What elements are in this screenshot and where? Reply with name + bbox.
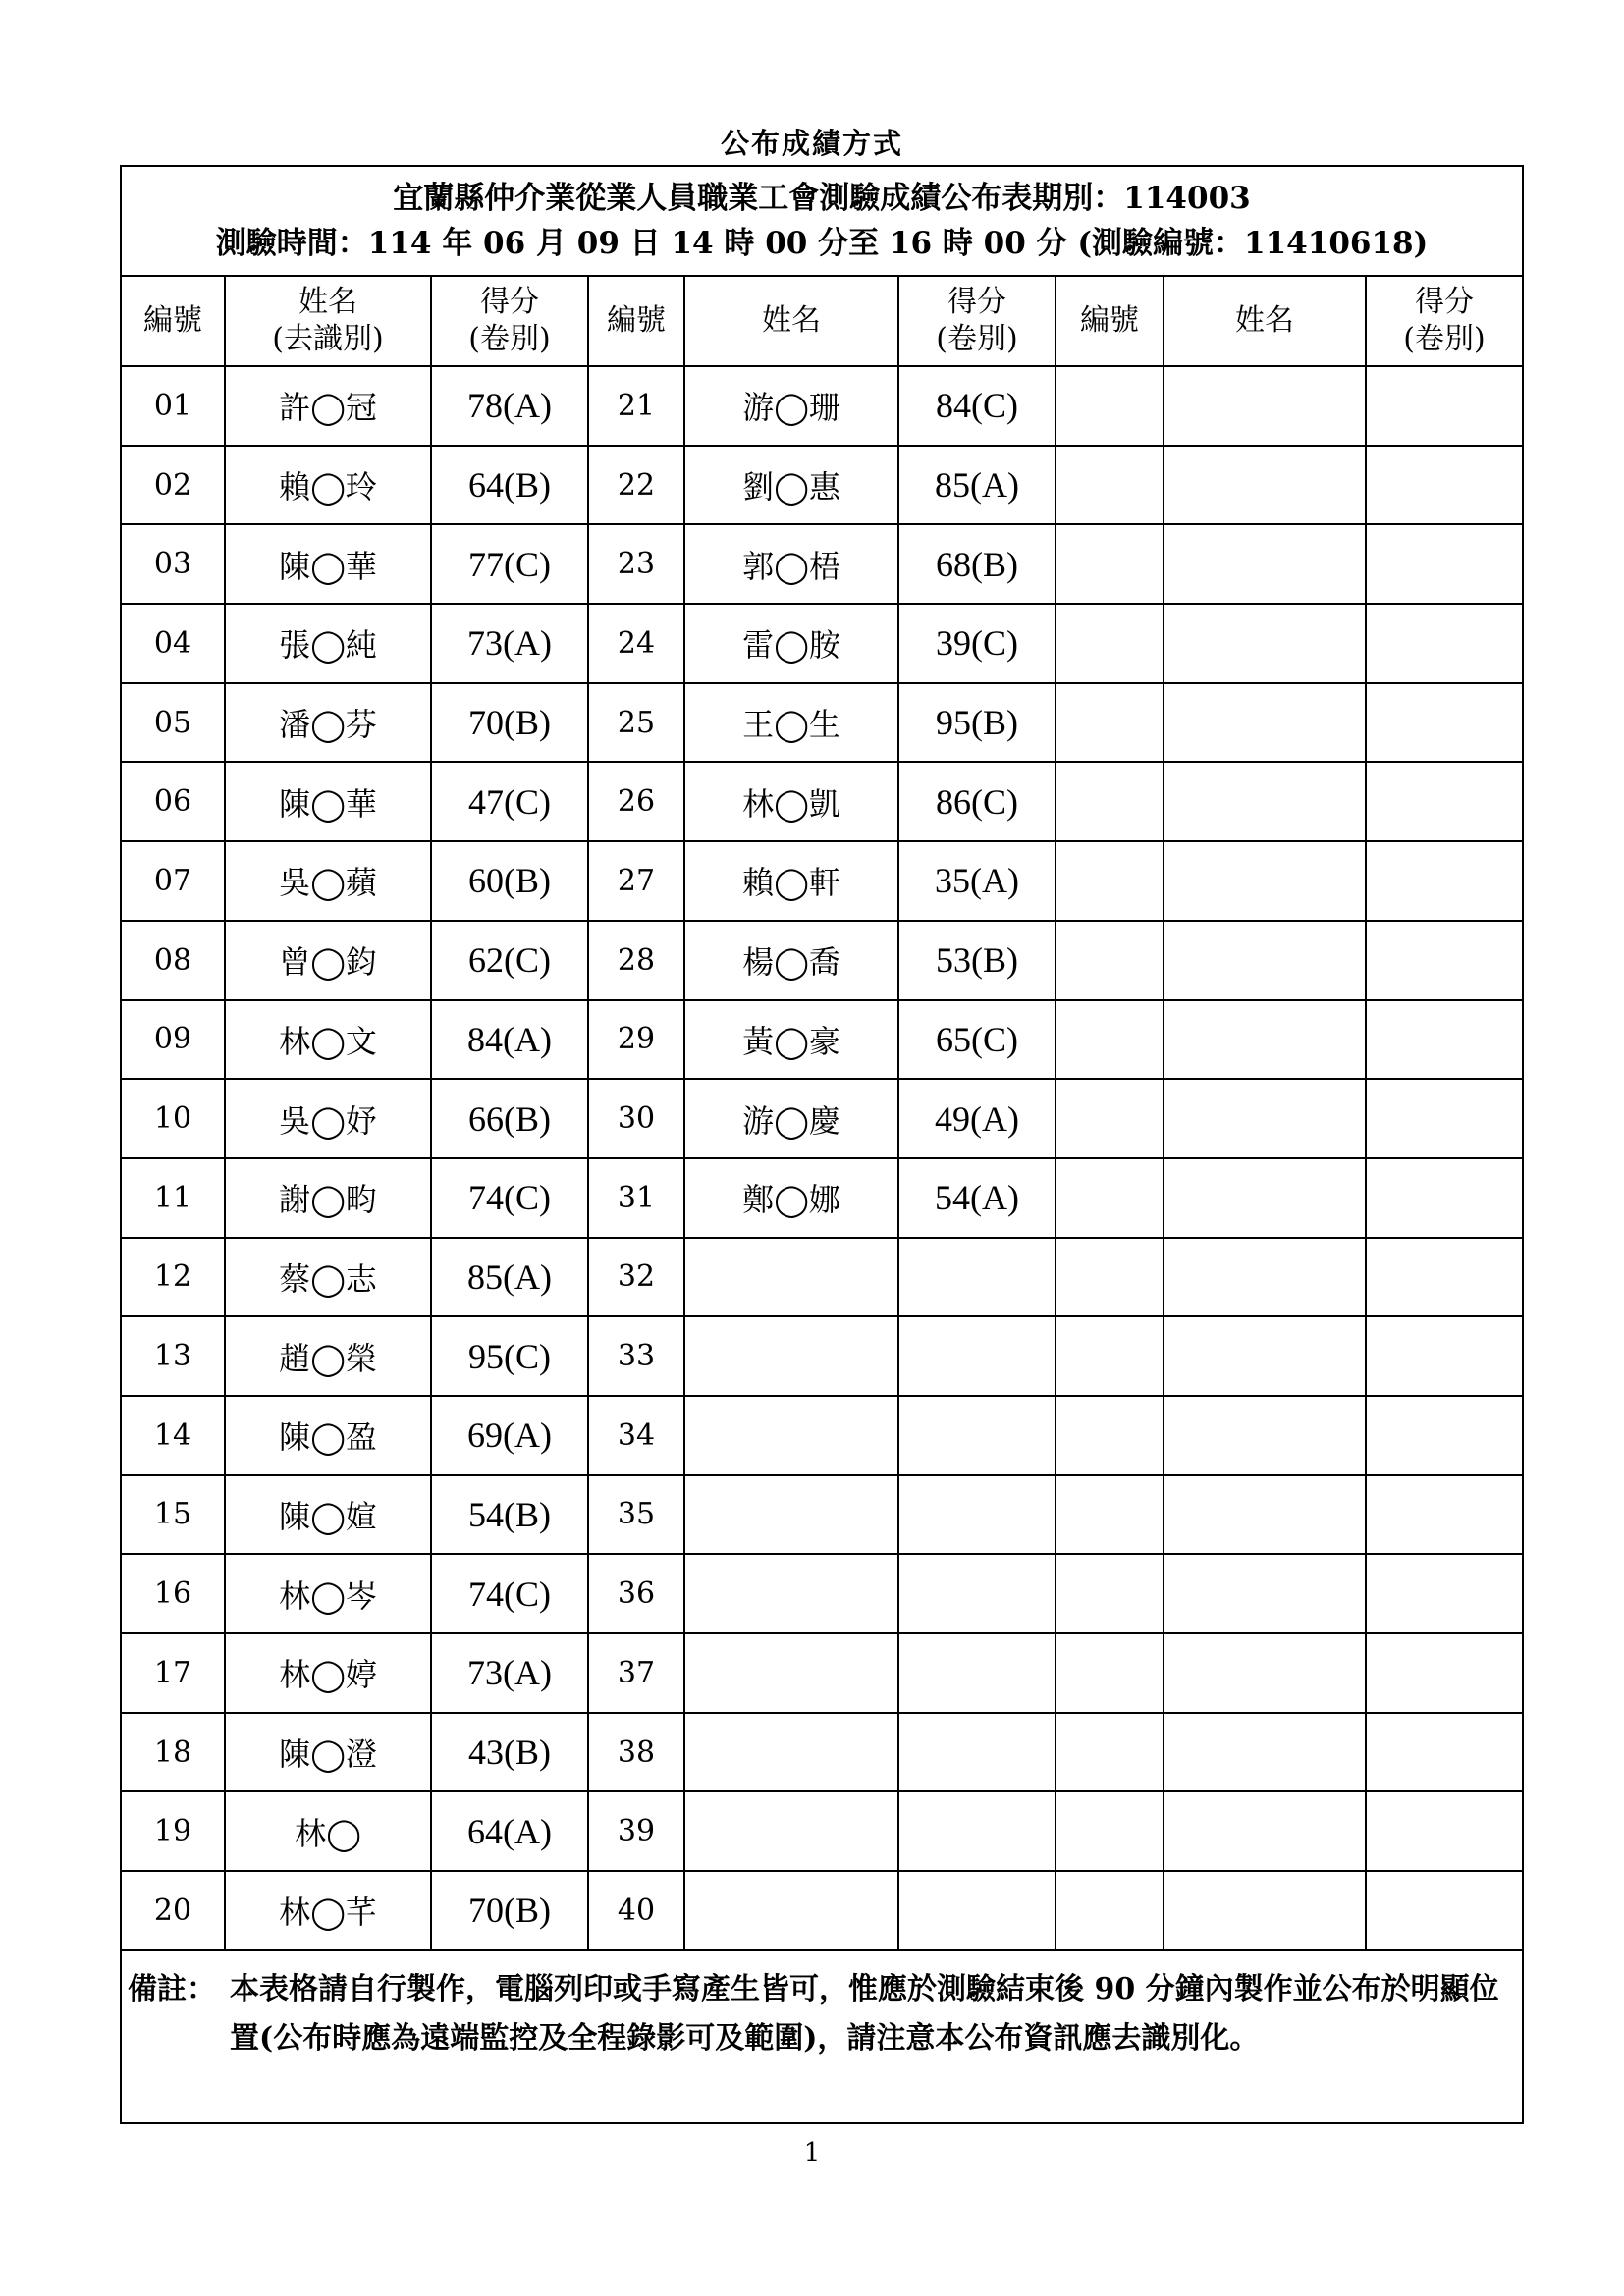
note-row xyxy=(121,1950,1523,2123)
row-name-2: 黃◯豪 xyxy=(684,1000,898,1080)
row-score-1: 69(A) xyxy=(431,1396,588,1475)
row-name-3 xyxy=(1164,1238,1366,1317)
row-number-1: 20 xyxy=(121,1871,225,1950)
row-name-2 xyxy=(684,1554,898,1633)
row-name-1: 陳◯澄 xyxy=(225,1713,431,1792)
row-score-2: 49(A) xyxy=(898,1079,1056,1158)
row-number-3 xyxy=(1056,1791,1164,1871)
row-name-3 xyxy=(1164,1158,1366,1238)
row-number-3 xyxy=(1056,1000,1164,1080)
row-name-2: 賴◯軒 xyxy=(684,841,898,921)
row-number-3 xyxy=(1056,366,1164,446)
row-name-1: 陳◯媗 xyxy=(225,1475,431,1555)
row-number-2: 36 xyxy=(588,1554,684,1633)
row-name-3 xyxy=(1164,1871,1366,1950)
row-name-2: 鄭◯娜 xyxy=(684,1158,898,1238)
row-score-3 xyxy=(1366,1633,1523,1713)
row-score-2 xyxy=(898,1396,1056,1475)
table-row xyxy=(121,762,1523,841)
row-score-1: 66(B) xyxy=(431,1079,588,1158)
row-score-2 xyxy=(898,1316,1056,1396)
row-name-3 xyxy=(1164,604,1366,683)
row-name-1: 賴◯玲 xyxy=(225,446,431,525)
row-number-2: 37 xyxy=(588,1633,684,1713)
row-score-3 xyxy=(1366,1713,1523,1792)
table-row xyxy=(121,604,1523,683)
row-number-2: 40 xyxy=(588,1871,684,1950)
row-score-3 xyxy=(1366,604,1523,683)
page-number: 1 xyxy=(803,2138,821,2167)
table-row xyxy=(121,841,1523,921)
row-score-2: 53(B) xyxy=(898,921,1056,1000)
row-score-3 xyxy=(1366,1475,1523,1555)
table-row xyxy=(121,1238,1523,1317)
note-label: 備註： xyxy=(128,1971,216,2006)
row-name-2: 林◯凱 xyxy=(684,762,898,841)
row-score-1: 62(C) xyxy=(431,921,588,1000)
header-num-2: 編號 xyxy=(588,276,684,366)
row-score-2: 54(A) xyxy=(898,1158,1056,1238)
table-row xyxy=(121,1871,1523,1950)
row-score-3 xyxy=(1366,366,1523,446)
row-score-2 xyxy=(898,1871,1056,1950)
header-name-3: 姓名 xyxy=(1164,276,1366,366)
row-name-3 xyxy=(1164,1554,1366,1633)
row-score-3 xyxy=(1366,1871,1523,1950)
row-number-2: 21 xyxy=(588,366,684,446)
row-score-1: 95(C) xyxy=(431,1316,588,1396)
row-name-2 xyxy=(684,1713,898,1792)
header-score-3: 得分 (卷別) xyxy=(1366,276,1523,366)
note-cell xyxy=(121,1950,1523,2123)
row-number-2: 29 xyxy=(588,1000,684,1080)
row-name-3 xyxy=(1164,1316,1366,1396)
title-line-1: 宜蘭縣仲介業從業人員職業工會測驗成績公布表期別：114003 xyxy=(393,181,1251,216)
row-score-3 xyxy=(1366,446,1523,525)
row-name-1: 林◯文 xyxy=(225,1000,431,1080)
row-number-3 xyxy=(1056,524,1164,604)
row-score-2 xyxy=(898,1554,1056,1633)
row-score-2: 86(C) xyxy=(898,762,1056,841)
row-score-1: 64(B) xyxy=(431,446,588,525)
row-name-3 xyxy=(1164,683,1366,763)
row-number-3 xyxy=(1056,1633,1164,1713)
row-score-2 xyxy=(898,1238,1056,1317)
row-number-1: 05 xyxy=(121,683,225,763)
row-name-3 xyxy=(1164,1633,1366,1713)
row-number-1: 06 xyxy=(121,762,225,841)
row-name-2 xyxy=(684,1475,898,1555)
row-number-1: 13 xyxy=(121,1316,225,1396)
row-score-1: 60(B) xyxy=(431,841,588,921)
row-number-1: 19 xyxy=(121,1791,225,1871)
table-row xyxy=(121,446,1523,525)
row-score-2: 39(C) xyxy=(898,604,1056,683)
row-number-2: 28 xyxy=(588,921,684,1000)
row-number-2: 38 xyxy=(588,1713,684,1792)
row-number-2: 25 xyxy=(588,683,684,763)
row-name-2: 雷◯胺 xyxy=(684,604,898,683)
row-score-1: 70(B) xyxy=(431,683,588,763)
note-block xyxy=(128,1965,1516,2063)
row-name-3 xyxy=(1164,366,1366,446)
row-number-1: 12 xyxy=(121,1238,225,1317)
row-name-2: 游◯慶 xyxy=(684,1079,898,1158)
row-name-2: 郭◯梧 xyxy=(684,524,898,604)
row-number-2: 30 xyxy=(588,1079,684,1158)
row-number-2: 39 xyxy=(588,1791,684,1871)
row-score-2: 65(C) xyxy=(898,1000,1056,1080)
row-name-2 xyxy=(684,1871,898,1950)
row-score-1: 77(C) xyxy=(431,524,588,604)
row-number-1: 18 xyxy=(121,1713,225,1792)
row-number-3 xyxy=(1056,841,1164,921)
row-number-3 xyxy=(1056,1713,1164,1792)
page-heading: 公布成績方式 xyxy=(720,127,903,160)
score-sheet xyxy=(120,165,1522,2124)
row-number-3 xyxy=(1056,921,1164,1000)
row-name-3 xyxy=(1164,841,1366,921)
table-row xyxy=(121,1633,1523,1713)
row-name-1: 潘◯芬 xyxy=(225,683,431,763)
row-number-3 xyxy=(1056,604,1164,683)
row-name-2 xyxy=(684,1238,898,1317)
row-name-3 xyxy=(1164,524,1366,604)
row-score-1: 74(C) xyxy=(431,1554,588,1633)
row-name-3 xyxy=(1164,1791,1366,1871)
row-name-2 xyxy=(684,1633,898,1713)
row-number-3 xyxy=(1056,1871,1164,1950)
row-name-2 xyxy=(684,1316,898,1396)
table-row xyxy=(121,366,1523,446)
note-text: 本表格請自行製作，電腦列印或手寫產生皆可，惟應於測驗結束後 90 分鐘內製作並公布於明顯位置(公布時應為遠端監控及全程錄影可及範圍)，請注意本公布資訊應去識別化。 xyxy=(230,1971,1499,2056)
row-name-1: 趙◯榮 xyxy=(225,1316,431,1396)
row-number-2: 22 xyxy=(588,446,684,525)
row-number-2: 35 xyxy=(588,1475,684,1555)
row-number-1: 03 xyxy=(121,524,225,604)
row-number-2: 26 xyxy=(588,762,684,841)
row-name-3 xyxy=(1164,1475,1366,1555)
row-score-2: 85(A) xyxy=(898,446,1056,525)
table-row xyxy=(121,1000,1523,1080)
row-number-3 xyxy=(1056,1158,1164,1238)
row-name-1: 林◯ xyxy=(225,1791,431,1871)
score-table xyxy=(120,165,1524,2124)
row-score-1: 85(A) xyxy=(431,1238,588,1317)
row-score-3 xyxy=(1366,1554,1523,1633)
row-score-2 xyxy=(898,1475,1056,1555)
row-name-3 xyxy=(1164,1000,1366,1080)
row-number-1: 14 xyxy=(121,1396,225,1475)
row-name-3 xyxy=(1164,446,1366,525)
row-name-1: 吳◯妤 xyxy=(225,1079,431,1158)
row-number-2: 34 xyxy=(588,1396,684,1475)
row-name-1: 蔡◯志 xyxy=(225,1238,431,1317)
row-number-3 xyxy=(1056,1554,1164,1633)
row-score-3 xyxy=(1366,1079,1523,1158)
row-score-2: 84(C) xyxy=(898,366,1056,446)
header-score-1: 得分 (卷別) xyxy=(431,276,588,366)
row-name-1: 林◯芊 xyxy=(225,1871,431,1950)
row-number-1: 08 xyxy=(121,921,225,1000)
row-score-3 xyxy=(1366,1158,1523,1238)
row-name-1: 張◯純 xyxy=(225,604,431,683)
row-number-2: 32 xyxy=(588,1238,684,1317)
row-number-2: 27 xyxy=(588,841,684,921)
row-score-2 xyxy=(898,1791,1056,1871)
row-name-2 xyxy=(684,1396,898,1475)
row-number-3 xyxy=(1056,446,1164,525)
row-number-3 xyxy=(1056,1238,1164,1317)
row-score-3 xyxy=(1366,683,1523,763)
row-score-3 xyxy=(1366,921,1523,1000)
table-row xyxy=(121,1475,1523,1555)
row-number-1: 04 xyxy=(121,604,225,683)
row-score-2: 35(A) xyxy=(898,841,1056,921)
row-number-3 xyxy=(1056,1079,1164,1158)
row-name-1: 陳◯華 xyxy=(225,762,431,841)
row-number-1: 07 xyxy=(121,841,225,921)
row-number-1: 02 xyxy=(121,446,225,525)
row-score-1: 78(A) xyxy=(431,366,588,446)
header-num-3: 編號 xyxy=(1056,276,1164,366)
row-score-1: 73(A) xyxy=(431,1633,588,1713)
row-score-2: 68(B) xyxy=(898,524,1056,604)
row-number-3 xyxy=(1056,762,1164,841)
row-number-3 xyxy=(1056,1316,1164,1396)
row-number-1: 09 xyxy=(121,1000,225,1080)
row-score-1: 84(A) xyxy=(431,1000,588,1080)
table-row xyxy=(121,1079,1523,1158)
table-title xyxy=(121,166,1523,276)
row-number-1: 17 xyxy=(121,1633,225,1713)
row-score-3 xyxy=(1366,762,1523,841)
row-number-2: 31 xyxy=(588,1158,684,1238)
row-number-1: 15 xyxy=(121,1475,225,1555)
table-row xyxy=(121,921,1523,1000)
table-row xyxy=(121,1316,1523,1396)
row-name-1: 陳◯華 xyxy=(225,524,431,604)
table-row xyxy=(121,524,1523,604)
row-score-2 xyxy=(898,1713,1056,1792)
row-number-3 xyxy=(1056,1475,1164,1555)
row-score-3 xyxy=(1366,524,1523,604)
row-number-3 xyxy=(1056,1396,1164,1475)
row-name-1: 林◯婷 xyxy=(225,1633,431,1713)
table-row xyxy=(121,683,1523,763)
table-row xyxy=(121,1554,1523,1633)
header-name-2: 姓名 xyxy=(684,276,898,366)
row-name-3 xyxy=(1164,762,1366,841)
row-score-1: 73(A) xyxy=(431,604,588,683)
row-name-1: 謝◯畇 xyxy=(225,1158,431,1238)
row-name-1: 林◯岑 xyxy=(225,1554,431,1633)
row-name-1: 陳◯盈 xyxy=(225,1396,431,1475)
header-row xyxy=(121,276,1523,366)
row-score-1: 47(C) xyxy=(431,762,588,841)
row-name-3 xyxy=(1164,1713,1366,1792)
row-number-1: 11 xyxy=(121,1158,225,1238)
row-number-2: 24 xyxy=(588,604,684,683)
row-score-3 xyxy=(1366,1316,1523,1396)
row-score-3 xyxy=(1366,1238,1523,1317)
row-score-1: 43(B) xyxy=(431,1713,588,1792)
row-name-3 xyxy=(1164,1079,1366,1158)
table-row xyxy=(121,1713,1523,1792)
table-row xyxy=(121,1791,1523,1871)
row-name-1: 曾◯鈞 xyxy=(225,921,431,1000)
table-row xyxy=(121,1396,1523,1475)
row-number-1: 10 xyxy=(121,1079,225,1158)
header-score-2: 得分 (卷別) xyxy=(898,276,1056,366)
header-name-1: 姓名 (去識別) xyxy=(225,276,431,366)
row-number-1: 01 xyxy=(121,366,225,446)
header-num-1: 編號 xyxy=(121,276,225,366)
row-score-1: 64(A) xyxy=(431,1791,588,1871)
row-score-3 xyxy=(1366,1791,1523,1871)
row-number-2: 23 xyxy=(588,524,684,604)
row-name-3 xyxy=(1164,1396,1366,1475)
table-row xyxy=(121,1158,1523,1238)
row-name-3 xyxy=(1164,921,1366,1000)
row-name-2 xyxy=(684,1791,898,1871)
title-line-2: 測驗時間：114 年 06 月 09 日 14 時 00 分至 16 時 00 分 (測驗編號：11410618) xyxy=(215,226,1429,261)
row-score-3 xyxy=(1366,1396,1523,1475)
row-score-3 xyxy=(1366,841,1523,921)
row-name-2: 楊◯喬 xyxy=(684,921,898,1000)
row-number-2: 33 xyxy=(588,1316,684,1396)
row-number-3 xyxy=(1056,683,1164,763)
row-score-2: 95(B) xyxy=(898,683,1056,763)
row-score-1: 70(B) xyxy=(431,1871,588,1950)
row-name-2: 王◯生 xyxy=(684,683,898,763)
row-score-3 xyxy=(1366,1000,1523,1080)
row-score-2 xyxy=(898,1633,1056,1713)
row-name-2: 劉◯惠 xyxy=(684,446,898,525)
row-score-1: 54(B) xyxy=(431,1475,588,1555)
row-name-1: 吳◯蘋 xyxy=(225,841,431,921)
row-name-2: 游◯珊 xyxy=(684,366,898,446)
row-number-1: 16 xyxy=(121,1554,225,1633)
row-name-1: 許◯冠 xyxy=(225,366,431,446)
row-score-1: 74(C) xyxy=(431,1158,588,1238)
